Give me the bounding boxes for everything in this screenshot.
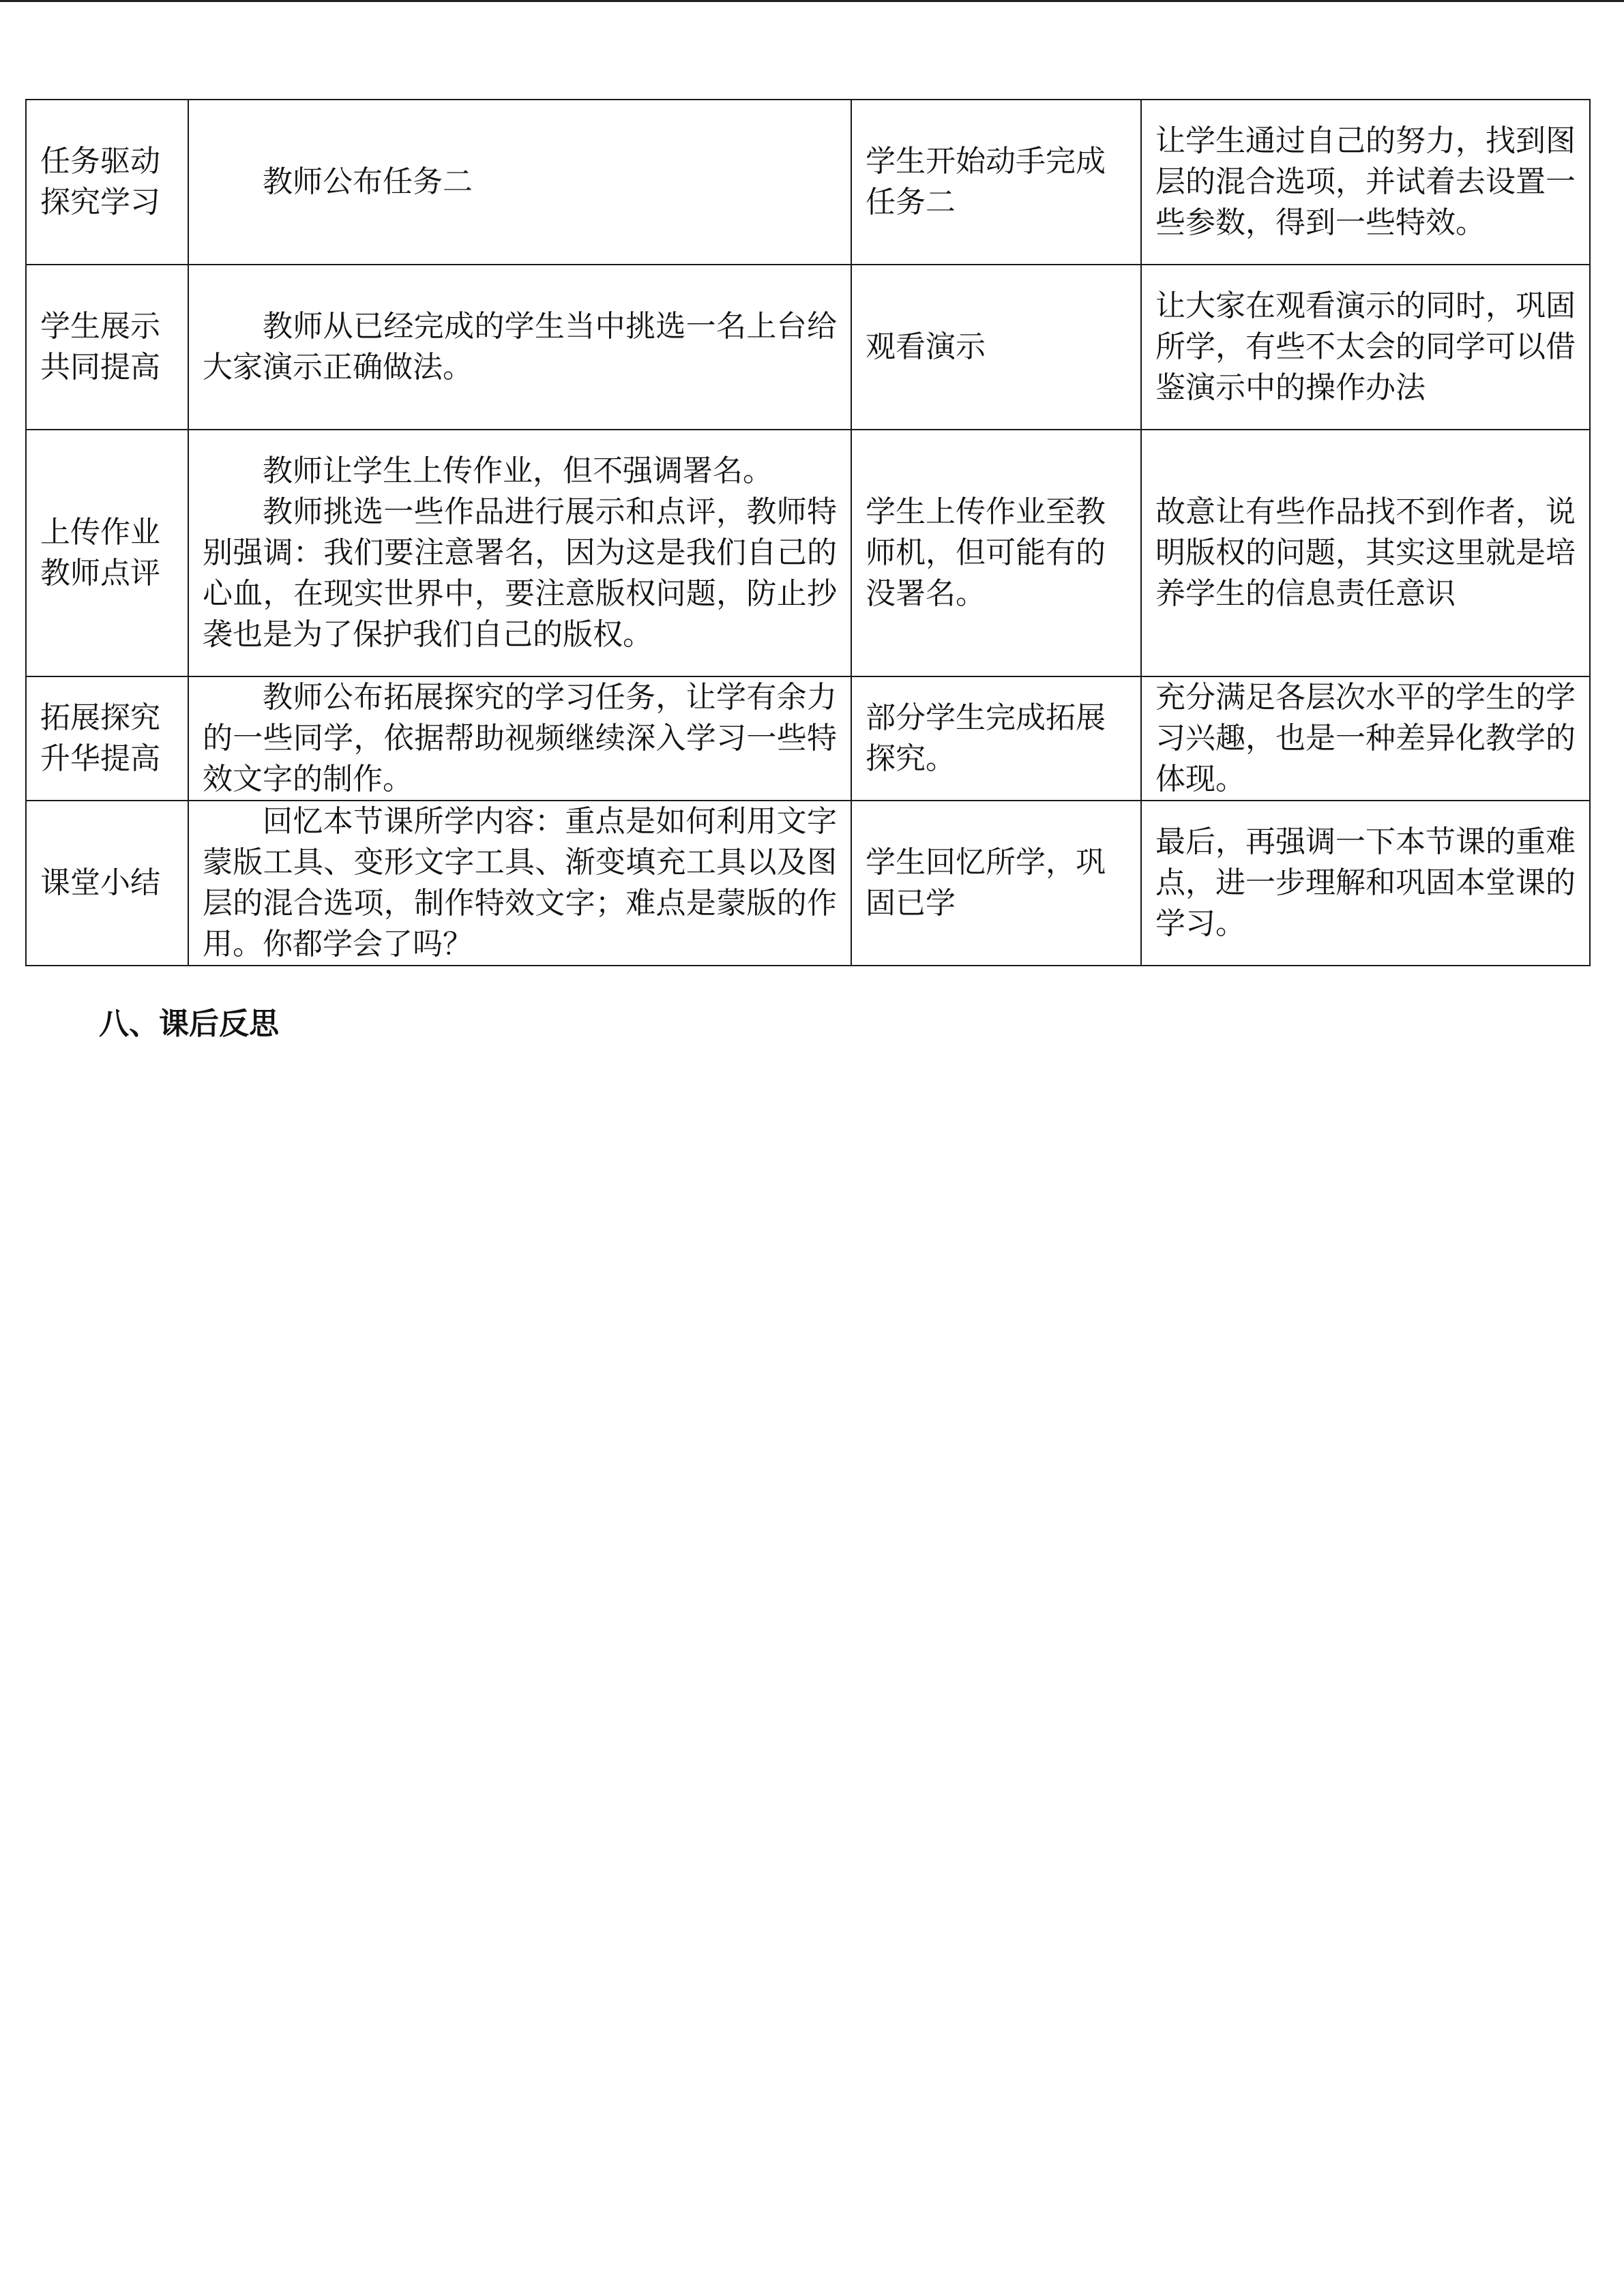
- student-activity-cell: 学生开始动手完成任务二: [851, 100, 1141, 265]
- phase-label-line: 共同提高: [40, 350, 160, 385]
- phase-label-line: 任务驱动: [40, 144, 160, 179]
- student-activity-cell: 学生回忆所学，巩固已学: [851, 801, 1141, 966]
- table-row: [26, 100, 1590, 265]
- phase-label-line: 拓展探究: [40, 700, 160, 735]
- teacher-activity-cell: [188, 430, 851, 676]
- design-intent-cell: 让大家在观看演示的同时，巩固所学，有些不太会的同学可以借鉴演示中的操作办法: [1141, 265, 1590, 430]
- student-activity-cell: 观看演示: [851, 265, 1141, 430]
- section-heading: 八、课后反思: [99, 1007, 279, 1041]
- phase-cell: [26, 801, 188, 966]
- teacher-activity-paragraph: 教师公布拓展探究的学习任务，让学有余力的一些同学，依据帮助视频继续深入学习一些特效文字的制作。: [203, 680, 837, 796]
- phase-cell: [26, 100, 188, 265]
- teacher-activity-paragraph: 教师从已经完成的学生当中挑选一名上台给大家演示正确做法。: [203, 309, 837, 385]
- teacher-activity-paragraph: 教师公布任务二: [263, 164, 473, 199]
- phase-cell: [26, 676, 188, 801]
- lesson-process-table: [25, 99, 1591, 966]
- phase-label-line: 课堂小结: [40, 865, 160, 900]
- phase-label-line: 上传作业: [40, 515, 160, 550]
- design-intent-cell: 故意让有些作品找不到作者，说明版权的问题，其实这里就是培养学生的信息责任意识: [1141, 430, 1590, 676]
- phase-label-line: 升华提高: [40, 741, 160, 776]
- phase-cell: [26, 430, 188, 676]
- student-activity-cell: 部分学生完成拓展探究。: [851, 676, 1141, 801]
- teacher-activity-paragraph: 教师挑选一些作品进行展示和点评，教师特别强调：我们要注意署名，因为这是我们自己的心血，在现实世界中，要注意版权问题，防止抄袭也是为了保护我们自己的版权。: [203, 494, 837, 652]
- teacher-activity-cell: [188, 100, 851, 265]
- teacher-activity-cell: [188, 801, 851, 966]
- table-row: [26, 676, 1590, 801]
- student-activity-cell: 学生上传作业至教师机，但可能有的没署名。: [851, 430, 1141, 676]
- design-intent-cell: 最后，再强调一下本节课的重难点，进一步理解和巩固本堂课的学习。: [1141, 801, 1590, 966]
- phase-label-line: 探究学习: [40, 185, 160, 220]
- page-top-rule: [0, 0, 1624, 2]
- table-row: [26, 430, 1590, 676]
- design-intent-cell: 充分满足各层次水平的学生的学习兴趣，也是一种差异化教学的体现。: [1141, 676, 1590, 801]
- table-row: [26, 265, 1590, 430]
- teacher-activity-cell: [188, 265, 851, 430]
- design-intent-cell: 让学生通过自己的努力，找到图层的混合选项，并试着去设置一些参数，得到一些特效。: [1141, 100, 1590, 265]
- phase-cell: [26, 265, 188, 430]
- teacher-activity-paragraph: 回忆本节课所学内容：重点是如何利用文字蒙版工具、变形文字工具、渐变填充工具以及图层的混合选项，制作特效文字；难点是蒙版的作用。你都学会了吗？: [203, 804, 837, 961]
- teacher-activity-cell: [188, 676, 851, 801]
- phase-label-line: 学生展示: [40, 309, 160, 344]
- teacher-activity-paragraph: 教师让学生上传作业，但不强调署名。: [263, 453, 773, 488]
- table-row: [26, 801, 1590, 966]
- phase-label-line: 教师点评: [40, 556, 160, 591]
